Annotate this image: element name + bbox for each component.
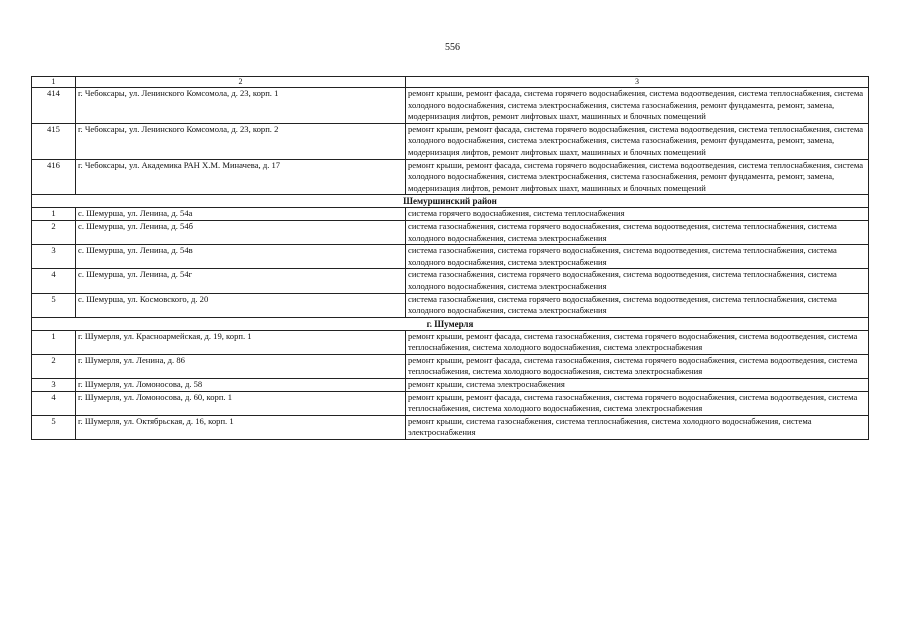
section-title: Шемуршинский район [32,195,869,208]
row-number: 1 [32,330,76,354]
row-works: система газоснабжения, система горячего водоснабжения, система водоотведения, система теплоснабжения, система холодного водоснабжения, система электроснабжения [406,293,869,317]
row-number: 4 [32,391,76,415]
row-works: ремонт крыши, система электроснабжения [406,379,869,392]
row-number: 5 [32,293,76,317]
table-row [32,415,869,439]
row-works: ремонт крыши, ремонт фасада, система газоснабжения, система горячего водоснабжения, система водоотведения, система теплоснабжения, система холодного водоснабжения, система электроснабжения [406,330,869,354]
row-works: система газоснабжения, система горячего водоснабжения, система водоотведения, система теплоснабжения, система холодного водоснабжения, система электроснабжения [406,245,869,269]
header-col-1: 1 [32,77,76,88]
page-number: 556 [445,42,460,53]
table-row [32,123,869,159]
row-number: 4 [32,269,76,293]
row-number: 416 [32,159,76,195]
row-address: г. Шумерля, ул. Красноармейская, д. 19, корп. 1 [76,330,406,354]
section-header-row [32,195,869,208]
row-works: ремонт крыши, ремонт фасада, система горячего водоснабжения, система водоотведения, система теплоснабжения, система холодного водоснабжения, система электроснабжения, система газоснабжения, ремонт фундамента, ремонт, замена, модернизация лифтов, ремонт лифтовых шахт, машинных и блочных помещений [406,88,869,124]
row-address: г. Чебоксары, ул. Ленинского Комсомола, д. 23, корп. 1 [76,88,406,124]
table-body [32,77,869,440]
table-row [32,159,869,195]
row-works: ремонт крыши, ремонт фасада, система газоснабжения, система горячего водоснабжения, система водоотведения, система теплоснабжения, система холодного водоснабжения, система электроснабжения [406,391,869,415]
row-number: 414 [32,88,76,124]
row-address: г. Шумерля, ул. Ленина, д. 86 [76,354,406,378]
row-works: ремонт крыши, система газоснабжения, система теплоснабжения, система холодного водоснабжения, система электроснабжения [406,415,869,439]
section-header-row [32,317,869,330]
row-works: система горячего водоснабжения, система теплоснабжения [406,208,869,221]
table-row [32,354,869,378]
row-number: 1 [32,208,76,221]
table-row [32,330,869,354]
row-address: с. Шемурша, ул. Ленина, д. 54б [76,220,406,244]
row-number: 415 [32,123,76,159]
objects-table [31,76,869,440]
row-works: система газоснабжения, система горячего водоснабжения, система водоотведения, система теплоснабжения, система холодного водоснабжения, система электроснабжения [406,220,869,244]
table-row [32,293,869,317]
table-row [32,88,869,124]
row-address: г. Чебоксары, ул. Ленинского Комсомола, д. 23, корп. 2 [76,123,406,159]
row-works: ремонт крыши, ремонт фасада, система горячего водоснабжения, система водоотведения, система теплоснабжения, система холодного водоснабжения, система электроснабжения, система газоснабжения, ремонт фундамента, ремонт, замена, модернизация лифтов, ремонт лифтовых шахт, машинных и блочных помещений [406,123,869,159]
table-row [32,269,869,293]
row-address: г. Шумерля, ул. Октябрьская, д. 16, корп. 1 [76,415,406,439]
table-row [32,391,869,415]
section-title: г. Шумерля [32,317,869,330]
table-row [32,245,869,269]
row-address: с. Шемурша, ул. Космовского, д. 20 [76,293,406,317]
row-number: 2 [32,220,76,244]
table-row [32,379,869,392]
row-address: г. Шумерля, ул. Ломоносова, д. 58 [76,379,406,392]
row-address: с. Шемурша, ул. Ленина, д. 54в [76,245,406,269]
row-address: с. Шемурша, ул. Ленина, д. 54г [76,269,406,293]
table-header-row [32,77,869,88]
header-col-3: 3 [406,77,869,88]
row-number: 2 [32,354,76,378]
table-row [32,208,869,221]
row-number: 5 [32,415,76,439]
row-address: с. Шемурша, ул. Ленина, д. 54а [76,208,406,221]
row-address: г. Шумерля, ул. Ломоносова, д. 60, корп. 1 [76,391,406,415]
table-row [32,220,869,244]
row-works: ремонт крыши, ремонт фасада, система горячего водоснабжения, система водоотведения, система теплоснабжения, система холодного водоснабжения, система электроснабжения, система газоснабжения, ремонт фундамента, ремонт, замена, модернизация лифтов, ремонт лифтовых шахт, машинных и блочных помещений [406,159,869,195]
row-works: система газоснабжения, система горячего водоснабжения, система водоотведения, система теплоснабжения, система холодного водоснабжения, система электроснабжения [406,269,869,293]
row-works: ремонт крыши, ремонт фасада, система газоснабжения, система горячего водоснабжения, система водоотведения, система теплоснабжения, система холодного водоснабжения, система электроснабжения [406,354,869,378]
row-address: г. Чебоксары, ул. Академика РАН Х.М. Миначева, д. 17 [76,159,406,195]
row-number: 3 [32,245,76,269]
row-number: 3 [32,379,76,392]
header-col-2: 2 [76,77,406,88]
